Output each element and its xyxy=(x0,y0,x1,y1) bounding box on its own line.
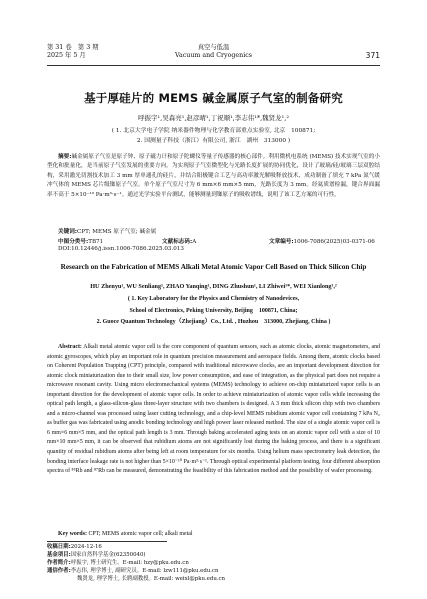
header-journal-cn: 真空与低温 xyxy=(197,44,230,51)
footnote-label: 基金项目: xyxy=(47,552,71,558)
affiliation-en-1: ( 1. Key Laboratory for the Physics and Chemistry of Nanodevices, xyxy=(127,296,300,302)
clc-value: TB71 xyxy=(88,239,104,245)
keywords-en-label: Key words: xyxy=(58,531,87,537)
doi-label: DOI: xyxy=(58,246,72,252)
title-english: Research on the Fabrication of MEMS Alkali Metal Atomic Vapor Cell Based on Thick Silicon Chip xyxy=(60,263,367,271)
title-chinese: 基于厚硅片的 MEMS 碱金属原子气室的制备研究 xyxy=(84,91,343,105)
footnote-text: 国家自然科学基金(62350040) xyxy=(70,552,146,558)
abstract-chinese xyxy=(47,153,380,200)
footnote-text: 李志伟, 理学博士, 副研究员。E-mail: lzw111@pku.edu.cn xyxy=(70,568,219,574)
footnote-label: 收稿日期: xyxy=(47,544,71,550)
footnote-author-bio xyxy=(47,559,380,567)
document-code xyxy=(162,237,196,245)
article-number-value: 1006-7086(2025)03-0371-06 xyxy=(293,239,375,245)
footnote-label: 通信作者: xyxy=(47,568,71,574)
keywords-english xyxy=(58,531,193,537)
header-journal-en: Vacuum and Cryogenics xyxy=(175,52,252,59)
abstract-en-label: Abstract: xyxy=(58,344,82,350)
article-number-label: 文章编号: xyxy=(269,239,294,245)
doi xyxy=(58,246,184,252)
footnote-funding xyxy=(47,551,380,559)
header-date: 2025 年 5 月 xyxy=(47,52,86,59)
doc-code-label: 文献标志码: xyxy=(162,239,193,245)
doi-value[interactable]: 10.12446/j.issn.1006-7086.2025.03.013 xyxy=(71,246,184,252)
authors-english: HU Zhenyu¹, WU Senliang¹, ZHAO Yanqing¹, DING Zhushun¹, LI Zhiwei¹*, WEI Xianlong¹,² xyxy=(90,283,337,290)
clc-label: 中图分类号: xyxy=(58,239,89,245)
footnote-received xyxy=(47,543,380,551)
article-number xyxy=(269,237,375,245)
footnote-corresponding xyxy=(47,567,380,575)
page-number: 371 xyxy=(365,51,380,60)
affiliation-en-2: 2. Guoce Quantum Technology（Zhejiang）Co., Ltd. , Huzhou 313000, Zhejiang, China ) xyxy=(96,319,331,325)
keywords-chinese xyxy=(58,227,156,235)
doc-code-value: A xyxy=(192,239,197,245)
abstract-cn-label: 摘要: xyxy=(58,154,72,160)
keywords-cn-label: 关键词: xyxy=(58,229,78,235)
footnote-corresponding-2 xyxy=(47,575,380,583)
abstract-cn-text: 碱金属原子气室是原子钟、原子磁力计和原子陀螺仪等量子传感器的核心部件。利用微机电系统 (MEMS) 技术实现气室的小型化和批量化，是当前原子气室发展的重要方向。为实现原子气室微型化与光路长度扩展的协同优化，设计了玻璃/硅/玻璃三层双腔结构，采用激光切割技术加工 3 mm 厚单通孔的硅片，并结合阳极键合工艺与高功率激光解吸释放技术，成功制备了填充 7 kPa 氮气缓冲气体的 MEMS 芯片级铷原子气室。单个原子气室尺寸为 6 mm×6 mm×5 mm，光路长度为 3 mm。经氦质谱检漏，键合界面漏率不高于 5×10⁻¹⁰ Pa·m³·s⁻¹。通过光学实验平台测试，能够测量到铷原子的吸收谱线，说明了该工艺方案的可行性。 xyxy=(47,154,380,198)
affiliation-en-1-cont: School of Electronics, Peking University, Beijing 100871, China; xyxy=(129,308,298,314)
header-journal-block xyxy=(0,44,427,60)
footnote-text: 呼振宇, 博士研究生。E-mail: hzy@pku.edu.cn xyxy=(70,560,189,566)
header-issue: 第 31 卷 第 3 期 xyxy=(47,44,99,51)
footnote-divider xyxy=(47,541,167,542)
abstract-en-text: Alkali metal atomic vapor cell is the core component of quantum sensors, such as atomic clocks, atomic magnetometers, and atomic gyroscopes, which play an important role in quantum precision measurement and aerospace fields. Among them, atomic clocks based on Coherent Population Trapping (CPT) principle, compared with traditional microwave clocks, are an important development direction for atomic clock miniaturization due to their small size, low power consumption, and ease of integration, as the physical part does not require a microwave resonant cavity. Using micro electromechanical systems (MEMS) technology to achieve on-chip miniaturized vapor cells is an important direction for the development of atomic vapor cells. In order to achieve miniaturization of atomic vapor cells while increasing the optical path length, a glass-silicon-glass three-layer structure with two chambers is designed. A 3 mm thick silicon chip with two chambers and a micro-channel was processed using laser cutting technology, and a chip-level MEMS rubidium atomic vapor cell containing 7 kPa N₂ as buffer gas was fabricated using anodic bonding technology and high power laser released method. The size of a single atomic vapor cell is 6 mm×6 mm×5 mm, and the optical path length is 3 mm. Through baking accelerated aging tests on an atomic vapor cell with a size of 10 mm×10 mm×5 mm, it can be observed that rubidium atoms are not significantly lost during the baking process, and there is a significant quantity of residual rubidium atoms after being left at room temperature for six months. Using helium mass spectrometry leak detection, the bonding interface leakage rate is not higher than 5×10⁻¹⁰ Pa·m³·s⁻¹. Through optical experimental platform testing, four different absorption spectra of ⁸⁵Rb and ⁸⁷Rb can be measured, demonstrating the feasibility of this fabrication method and the possibility of wafer processing. xyxy=(47,344,380,475)
authors-chinese: 呼振宇¹,吴森亮¹,赵彦晴¹,丁祝顺¹,李志伟¹*,魏贤龙¹,² xyxy=(138,114,289,122)
footnote-text: 2024-12-16 xyxy=(70,544,102,550)
footnote-text: 魏贤龙, 理学博士, 长聘副教授。E-mail: weixl@pku.edu.cn xyxy=(77,576,225,582)
header-divider xyxy=(47,65,380,66)
footnote-label: 作者简介: xyxy=(47,560,71,566)
keywords-cn-text: CPT; MEMS 原子气室; 碱金属 xyxy=(77,229,157,235)
clc-number xyxy=(58,237,103,245)
affiliation-cn-1: ( 1. 北京大学电子学院 纳米器件物理与化学教育部重点实验室, 北京 100871; xyxy=(111,128,316,134)
affiliation-cn-2: 2. 国测量子科技（浙江）有限公司, 浙江 湖州 313000 ) xyxy=(136,138,291,144)
keywords-en-text: CPT; MEMS atomic vapor cell; alkali metal xyxy=(88,531,193,537)
abstract-english xyxy=(47,343,380,477)
